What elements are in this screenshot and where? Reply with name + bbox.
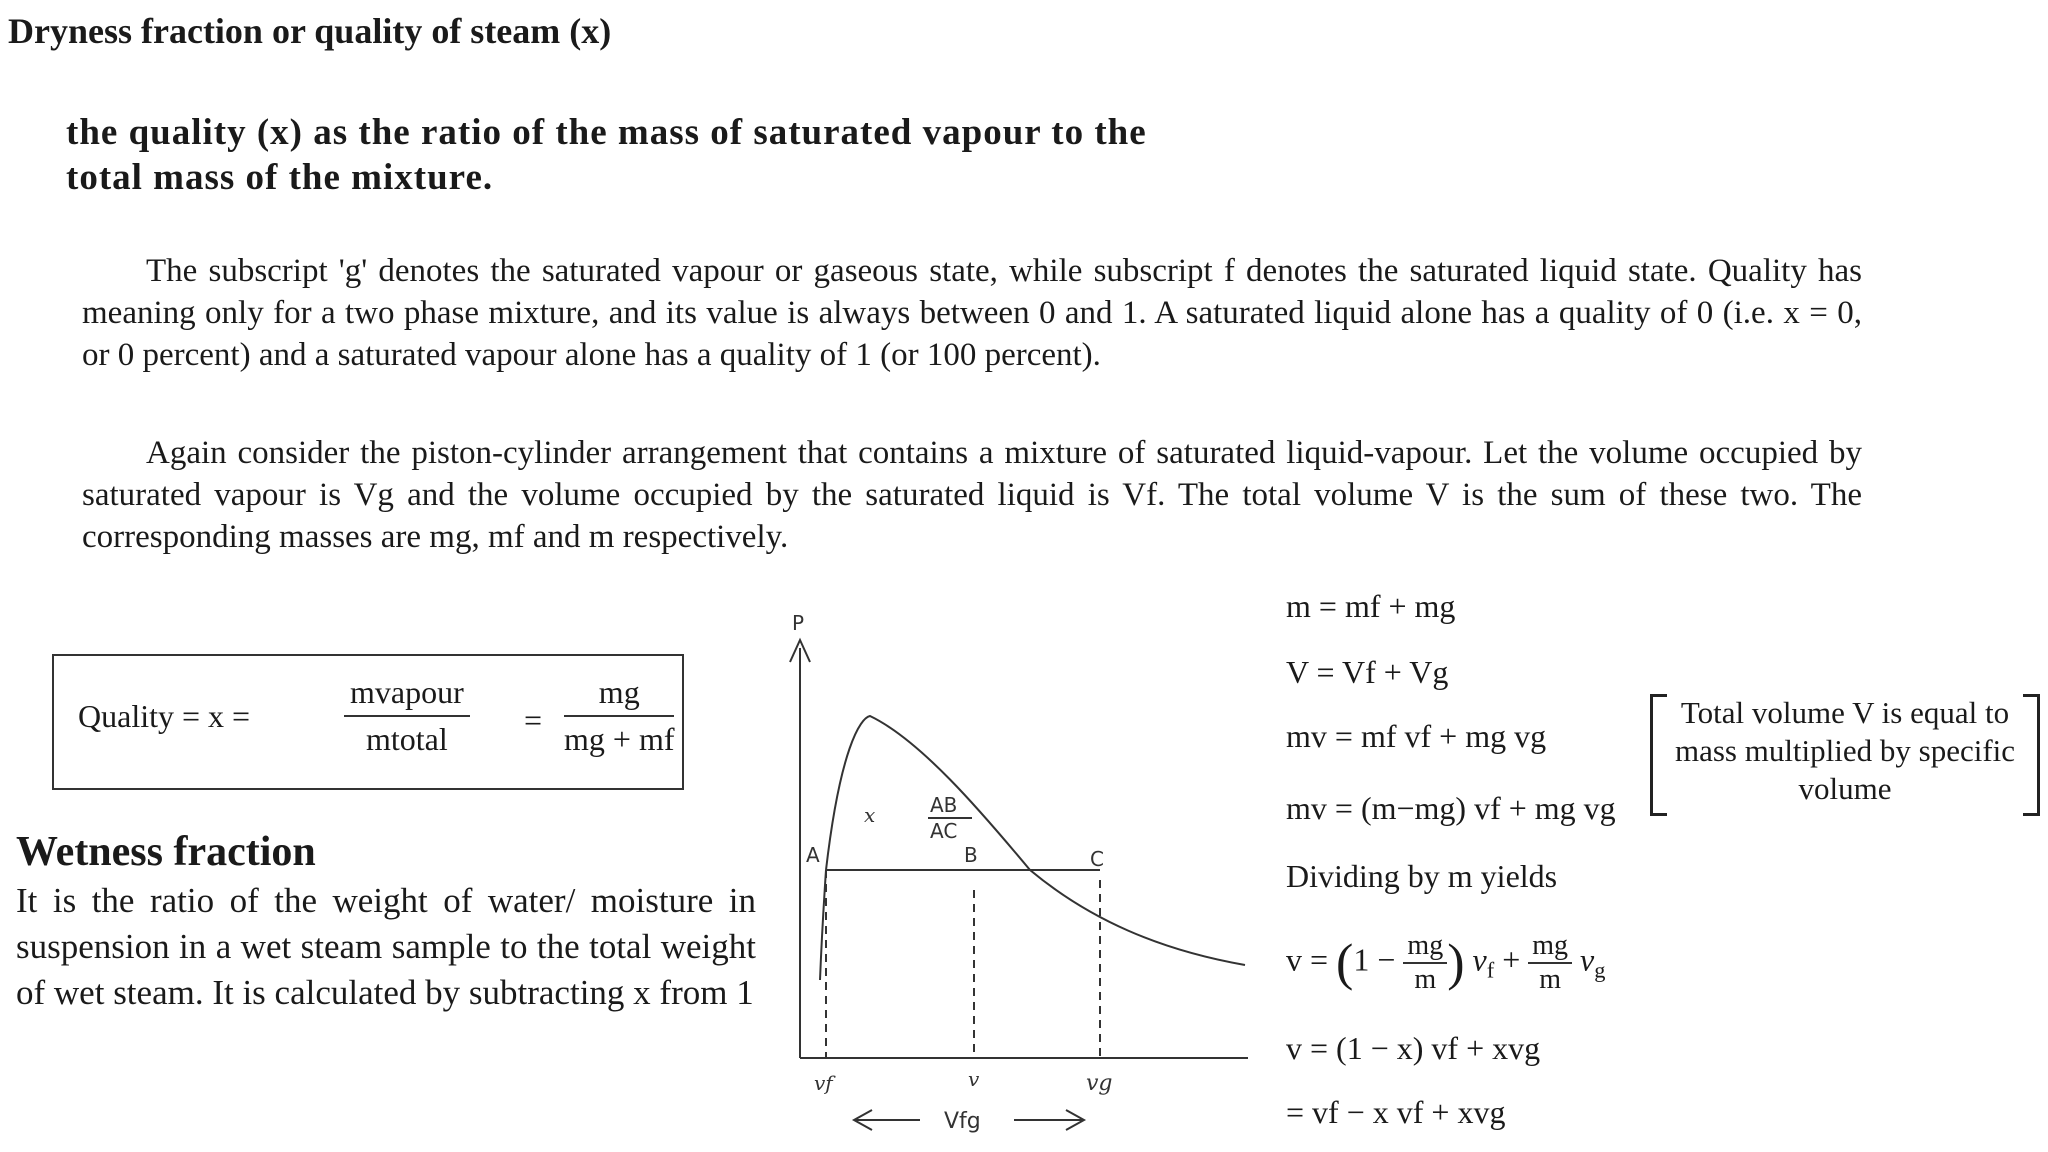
pv-diagram [760, 600, 1280, 1140]
equation-expanded: = vf − x vf + xvg [1286, 1094, 1506, 1130]
dividing-text: Dividing by m yields [1286, 858, 1558, 894]
vfg-label: Vfg [944, 1109, 981, 1134]
tick-label-vg: vg [1086, 1071, 1113, 1096]
fraction-denominator: m [1539, 964, 1562, 995]
quality-label: Quality = x = [78, 698, 251, 734]
quality-definition: the quality (x) as the ratio of the mass of saturated vapour to the total mass of the mixture. [66, 112, 1147, 198]
right-bracket [2023, 694, 2040, 816]
ratio-numerator: AB [930, 793, 958, 817]
quality-formula-box [52, 654, 684, 790]
equation-lhs: v = [1286, 941, 1329, 978]
axis-label-p: P [792, 611, 805, 635]
paragraph-piston-cylinder [82, 432, 1862, 558]
equation-volume-sum: V = Vf + Vg [1286, 654, 1449, 690]
wetness-heading: Wetness fraction [16, 829, 316, 875]
fraction-numerator: mg [564, 674, 674, 717]
fraction-denominator: mg + mf [564, 721, 675, 757]
point-b-label: B [964, 843, 978, 867]
paragraph-subscripts-text: The subscript 'g' denotes the saturated vapour or gaseous state, while subscript f denotes the saturated liquid state. Quality has meaning only for a two phase mixture, and its value is always between 0 and 1. A saturated liquid alone has a quality of 0 (i.e. x = 0, or 0 percent) and a saturated vapour alone has a quality of 1 (or 100 percent). [82, 253, 1862, 373]
left-bracket [1650, 694, 1667, 816]
paragraph-subscripts [82, 250, 1862, 376]
wetness-body: It is the ratio of the weight of water/ moisture in suspension in a wet steam sample to the total weight of wet steam. It is calculated by subtracting x from 1 [16, 881, 756, 1012]
equation-mv-substituted: mv = (m−mg) vf + mg vg [1286, 790, 1616, 826]
x-label: x [864, 803, 876, 827]
page-title: Dryness fraction or quality of steam (x) [8, 11, 612, 51]
fraction-numerator: mg [1403, 930, 1447, 964]
point-a-label: A [806, 843, 820, 867]
total-volume-note-text: Total volume V is equal to mass multiplied by specific volume [1674, 695, 2016, 806]
fraction-denominator: mtotal [365, 721, 448, 757]
point-c-label: C [1090, 847, 1104, 871]
ratio-denominator: AC [930, 819, 958, 843]
fraction-mg-over-m [1528, 930, 1572, 996]
equation-specific-volume: v = (1 − $\frac{mg}{m}$ ) $v_f$ + $\frac{mg}{m}$ $v_g$ [1286, 930, 1606, 995]
saturation-dome [826, 716, 1245, 965]
fraction-numerator: mg [1528, 930, 1572, 964]
tick-label-v: v [968, 1067, 980, 1091]
equation-mass-sum: m = mf + mg [1286, 588, 1456, 624]
fraction-numerator: mvapour [344, 674, 470, 717]
quality-fraction-vapour-total [344, 674, 470, 758]
equation-mv: mv = mf vf + mg vg [1286, 718, 1547, 754]
fraction-mg-over-m [1403, 930, 1447, 996]
total-volume-note [1650, 690, 2040, 814]
equation-quality-form: v = (1 − x) vf + xvg [1286, 1030, 1541, 1066]
fraction-denominator: m [1414, 964, 1437, 995]
paragraph-piston-cylinder-text: Again consider the piston-cylinder arrangement that contains a mixture of saturated liquid-vapour. Let the volume occupied by saturated vapour is Vg and the volume occupied by the saturated liquid is Vf. The total volume V is the sum of these two. The corresponding masses are mg, mf and m respectively. [82, 435, 1862, 555]
tick-label-vf: vf [814, 1071, 833, 1095]
quality-fraction-mg [564, 674, 674, 758]
equals-sign: = [524, 702, 543, 738]
